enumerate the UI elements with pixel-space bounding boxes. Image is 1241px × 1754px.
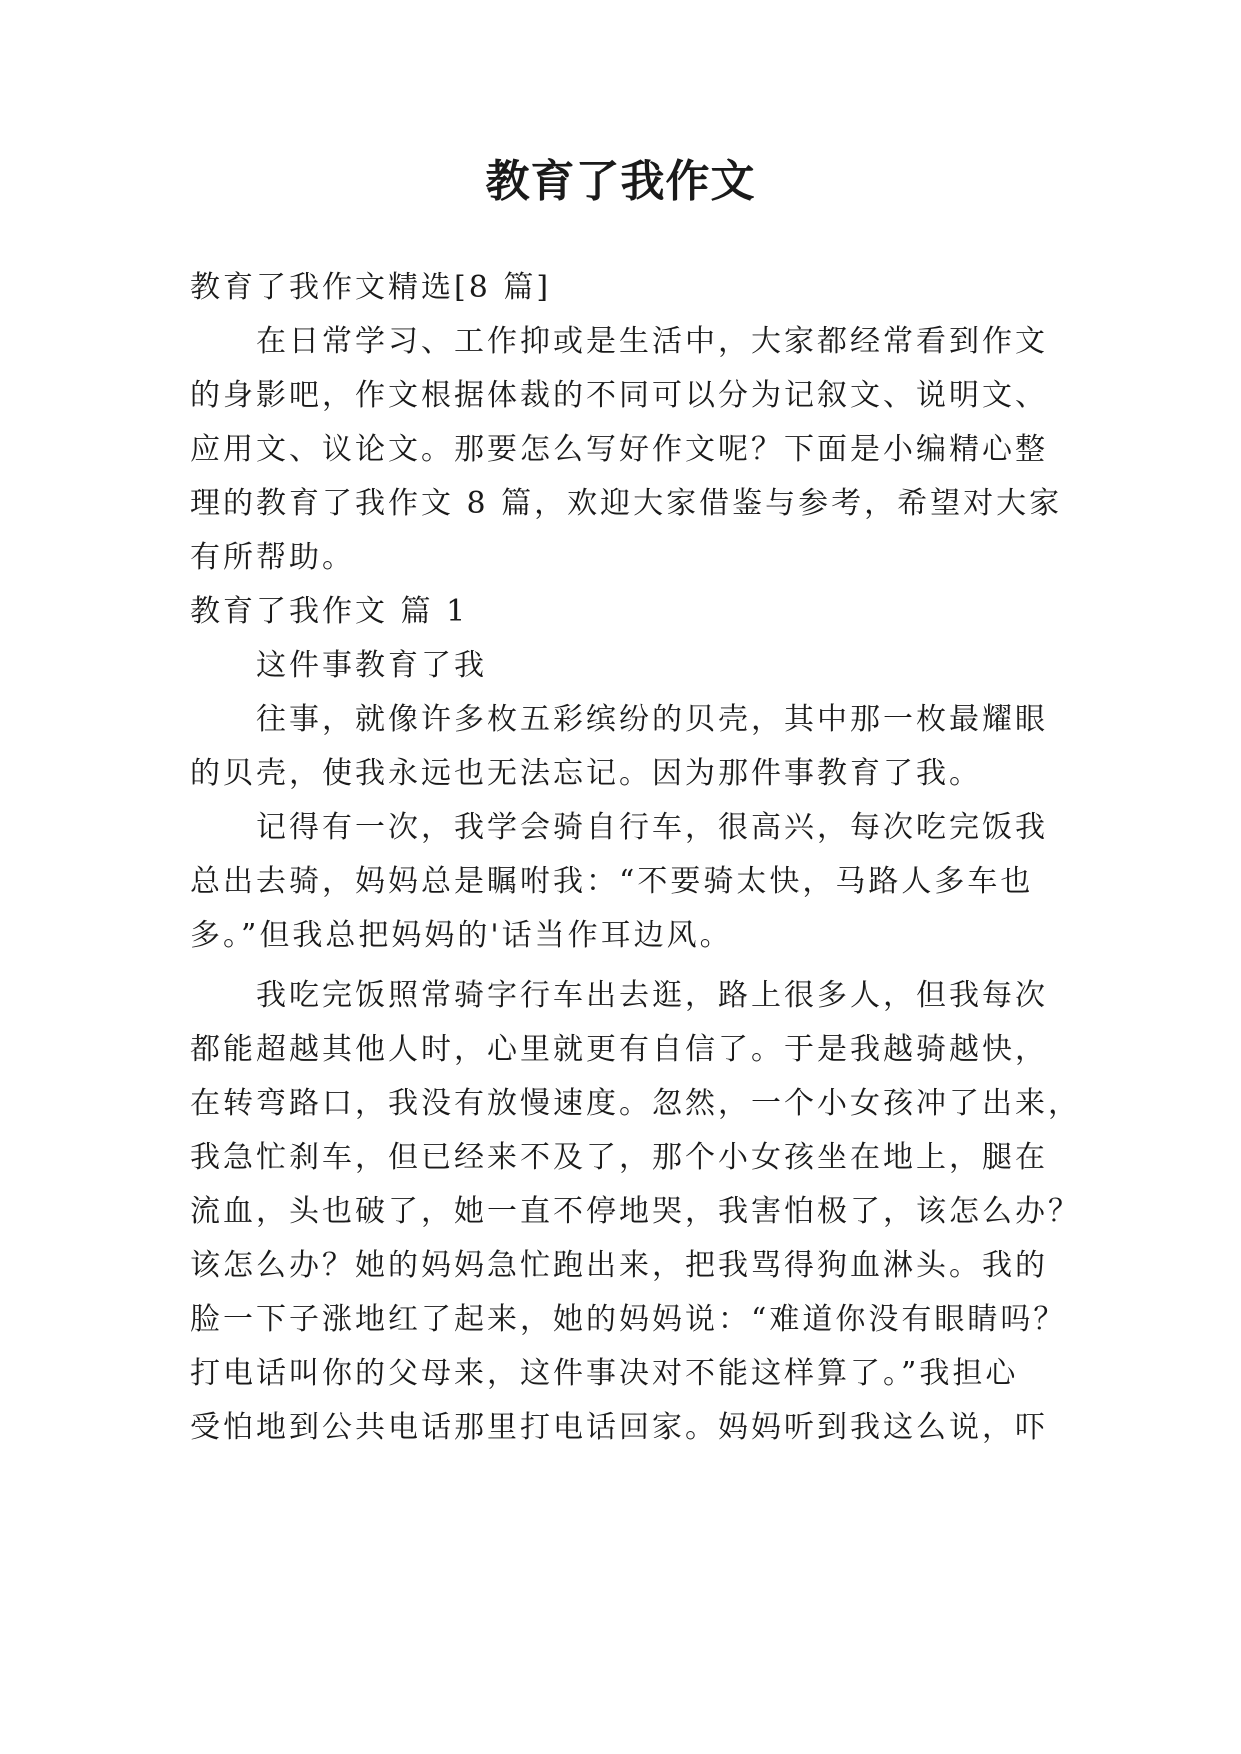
paragraph-line: 受怕地到公共电话那里打电话回家。妈妈听到我这么说，吓 bbox=[190, 1410, 1048, 1445]
paragraph-line: 都能超越其他人时，心里就更有自信了。于是我越骑越快， bbox=[190, 1032, 1048, 1067]
section-heading: 教育了我作文 篇 1 bbox=[190, 594, 469, 629]
paragraph-line: 的身影吧，作文根据体裁的不同可以分为记叙文、说明文、 bbox=[190, 378, 1048, 413]
paragraph-line: 往事，就像许多枚五彩缤纷的贝壳，其中那一枚最耀眼 bbox=[256, 702, 1048, 737]
paragraph-line: 在转弯路口，我没有放慢速度。忽然，一个小女孩冲了出来， bbox=[190, 1086, 1081, 1121]
paragraph-line: 应用文、议论文。那要怎么写好作文呢？下面是小编精心整 bbox=[190, 432, 1048, 467]
paragraph-line: 流血，头也破了，她一直不停地哭，我害怕极了，该怎么办？ bbox=[190, 1194, 1081, 1229]
paragraph-line: 该怎么办？她的妈妈急忙跑出来，把我骂得狗血淋头。我的 bbox=[190, 1248, 1048, 1283]
essay-title-line: 这件事教育了我 bbox=[256, 648, 487, 683]
paragraph-line: 我吃完饭照常骑字行车出去逛，路上很多人，但我每次 bbox=[256, 978, 1048, 1013]
paragraph-line: 多。”但我总把妈妈的'话当作耳边风。 bbox=[190, 918, 733, 953]
subtitle-line: 教育了我作文精选[8 篇] bbox=[190, 270, 552, 305]
paragraph-line: 理的教育了我作文 8 篇，欢迎大家借鉴与参考，希望对大家 bbox=[190, 486, 1063, 521]
paragraph-line: 总出去骑，妈妈总是瞩咐我：“不要骑太快，马路人多车也 bbox=[190, 864, 1034, 899]
paragraph-line: 在日常学习、工作抑或是生活中，大家都经常看到作文 bbox=[256, 324, 1048, 359]
paragraph-line: 有所帮助。 bbox=[190, 540, 355, 575]
paragraph-line: 脸一下子涨地红了起来，她的妈妈说：“难道你没有眼睛吗？ bbox=[190, 1302, 1067, 1337]
paragraph-line: 记得有一次，我学会骑自行车，很高兴，每次吃完饭我 bbox=[256, 810, 1048, 845]
paragraph-line: 我急忙刹车，但已经来不及了，那个小女孩坐在地上，腿在 bbox=[190, 1140, 1048, 1175]
paragraph-line: 的贝壳，使我永远也无法忘记。因为那件事教育了我。 bbox=[190, 756, 982, 791]
document-title: 教育了我作文 bbox=[485, 156, 756, 207]
paragraph-line: 打电话叫你的父母来，这件事决对不能这样算了。”我担心 bbox=[190, 1356, 1019, 1391]
